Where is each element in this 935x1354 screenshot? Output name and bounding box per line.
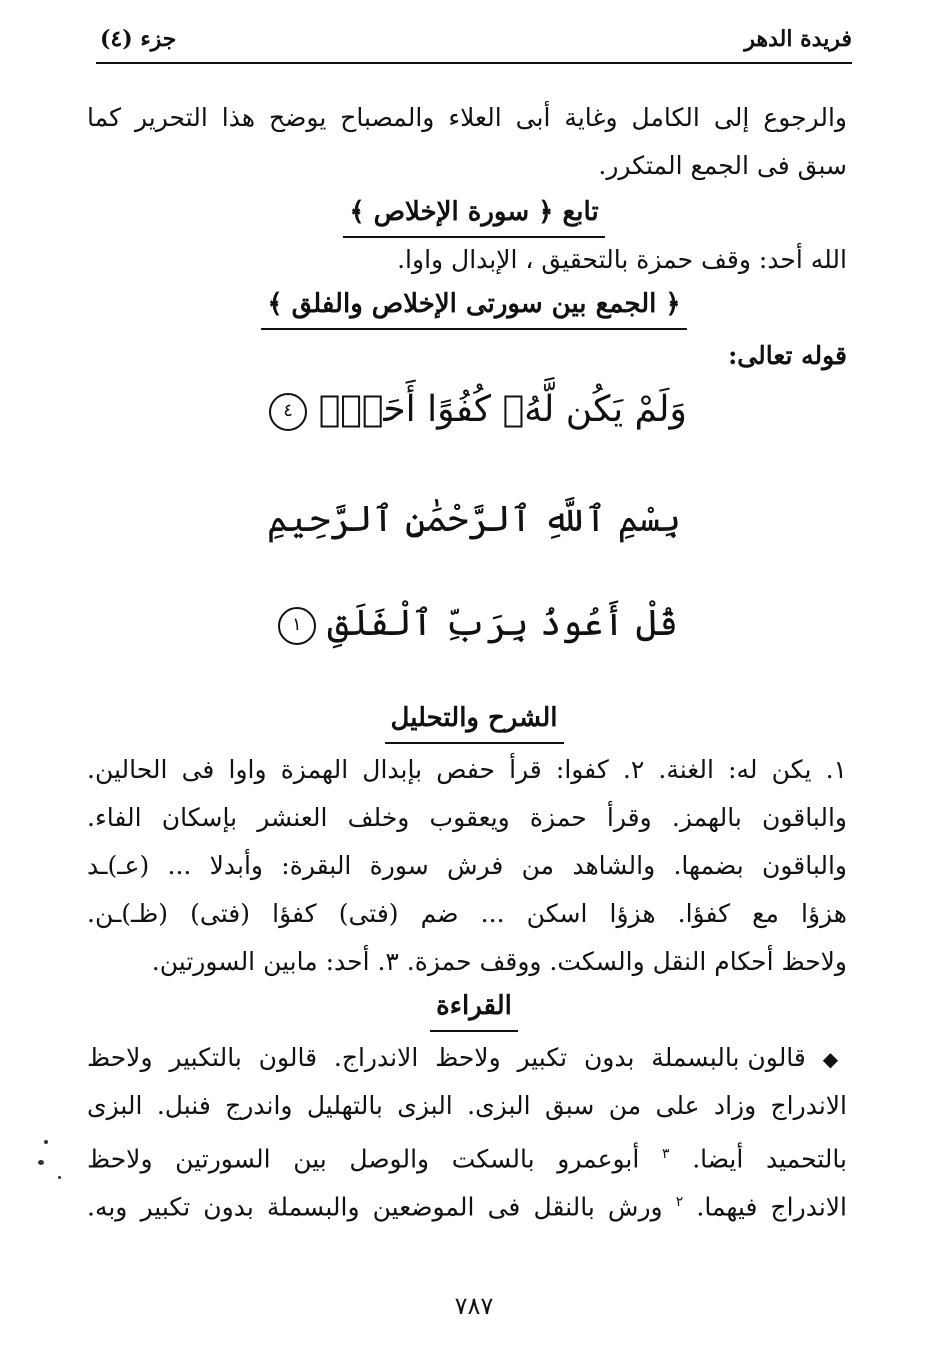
- ikhlas-note: الله أحد: وقف حمزة بالتحقيق ، الإبدال واوا.: [397, 245, 847, 274]
- joint-heading-text: ﴿ الجمع بين سورتى الإخلاص والفلق ﴾: [261, 282, 686, 330]
- commentary-line: والباقون بالهمز. وقرأ حمزة ويعقوب وخلف العنشر بإسكان الفاء.: [87, 803, 847, 832]
- commentary-line: هزؤا مع كفؤا. هزؤا اسكن ... ضم (فتى) كفؤا (فتى) (ظـ)ـن.: [87, 899, 847, 928]
- commentary-line: ولاحظ أحكام النقل والسكت. ووقف حمزة. ٣. أحد: مابين السورتين.: [151, 947, 847, 976]
- reading-line-4: [87, 1182, 847, 1227]
- scan-speck: [44, 1140, 48, 1144]
- ikhlas-heading: [96, 190, 852, 238]
- page-number: ٧٨٧: [454, 1292, 494, 1320]
- commentary-heading-text: الشرح والتحليل: [385, 696, 564, 744]
- reading-heading: [96, 984, 852, 1032]
- basmala: بِسْمِ ٱللَّهِ ٱلرَّحْمَٰنِ ٱلرَّحِيمِ: [266, 499, 682, 540]
- intro-line-1: والرجوع إلى الكامل وغاية أبى العلاء والمصباح يوضح هذا التحرير كما: [87, 103, 847, 132]
- scan-speck: [58, 1176, 61, 1179]
- verse-falaq-1: [96, 594, 852, 654]
- commentary-line: ١. يكن له: الغنة. ٢. كفوا: قرأ حفص بإبدال الهمزة واوا فى الحالين.: [87, 755, 847, 784]
- verse-ikhlas-4-text: وَلَمْ يَكُن لَّهُۥ كُفُوًا أَحَدٌۢ: [318, 389, 687, 430]
- footnote-marker: ٣: [662, 1146, 670, 1162]
- footnote-marker: ٢: [675, 1194, 684, 1210]
- commentary-line: والباقون بضمها. والشاهد من فرش سورة البقرة: وأبدلا ... (عـ)ـد: [87, 851, 847, 880]
- reading-line-3a: بالتحميد أيضا.: [692, 1144, 847, 1174]
- reading-line-1: [87, 1038, 847, 1079]
- commentary-heading: [96, 696, 852, 744]
- reading-line-1-text: قالون بالبسملة بدون تكبير ولاحظ الاندراج. قالون بالتكبير ولاحظ: [87, 1043, 806, 1072]
- reading-line-3: [87, 1134, 847, 1179]
- part-label: جزء (٤): [100, 26, 177, 52]
- diamond-bullet-icon: ◆: [822, 1047, 847, 1071]
- reading-line-3b: أبوعمرو بالسكت والوصل بين السورتين ولاحظ: [87, 1144, 640, 1174]
- verse-intro-label: قوله تعالى:: [728, 341, 847, 370]
- reading-heading-text: القراءة: [430, 984, 518, 1032]
- reading-line-4b: ورش بالنقل فى الموضعين والبسملة بدون تكبير وبه.: [87, 1192, 663, 1222]
- joint-heading: [96, 282, 852, 330]
- verse-ikhlas-4: [96, 380, 852, 440]
- ayah-number-marker: ٤: [269, 393, 307, 431]
- reading-line-4a: الاندراج فيهما.: [696, 1192, 847, 1222]
- scan-speck: [38, 1160, 44, 1165]
- ayah-number-marker: ١: [278, 607, 316, 645]
- page-header: [96, 18, 852, 64]
- book-title: فريدة الدهر: [744, 26, 852, 52]
- intro-line-2: سبق فى الجمع المتكرر.: [598, 151, 847, 180]
- reading-line-2: الاندراج وزاد على من سبق البزى. البزى بالتهليل واندرج فنبل. البزى: [87, 1091, 847, 1120]
- ikhlas-heading-text: تابع ﴿ سورة الإخلاص ﴾: [343, 190, 604, 238]
- verse-falaq-1-text: قُلْ أَعُوذُ بِرَبِّ ٱلْفَلَقِ: [327, 603, 679, 644]
